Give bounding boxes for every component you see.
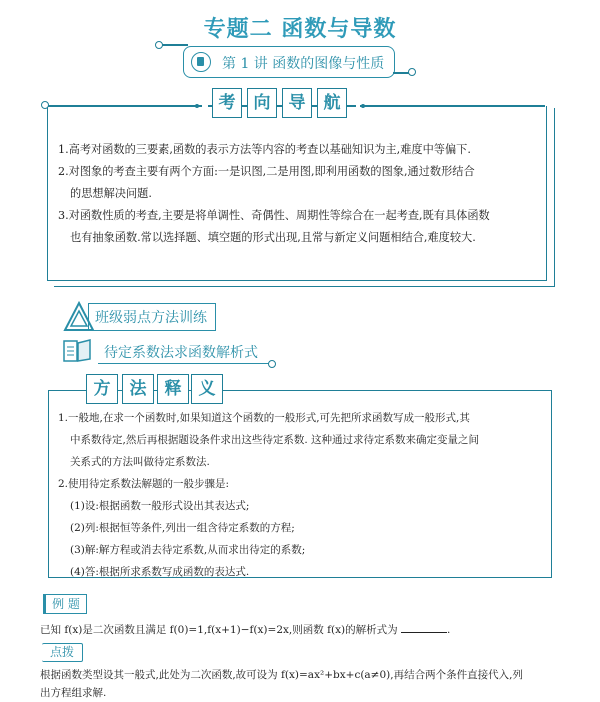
method-line: 2.使用待定系数法解题的一般步骤是: [58, 478, 230, 490]
method-step: (3)解:解方程或消去待定系数,从而求出待定的系数; [70, 544, 306, 556]
guide-item: 的思想解决问题. [70, 187, 152, 200]
book-icon [191, 52, 211, 72]
method-heading-char: 义 [191, 374, 223, 404]
lecture-title: 第 1 讲 函数的图像与性质 [222, 56, 385, 72]
open-book-icon [62, 338, 96, 364]
example-tag: 例 题 [43, 594, 87, 614]
guide-item: 也有抽象函数.常以选择题、填空题的形式出现,且常与新定义问题相结合,难度较大. [70, 231, 476, 244]
method-step: (2)列:根据恒等条件,列出一组含待定系数的方程; [70, 522, 295, 534]
page-title: 专题二 函数与导数 [203, 17, 397, 42]
ornament-dot [195, 104, 199, 108]
connector-dot [41, 101, 49, 109]
method-line: 中系数待定,然后再根据题设条件求出这些待定系数. 这种通过求待定系数来确定变量之间 [70, 434, 480, 446]
method-step: (4)答:根据所求系数写成函数的表达式. [70, 566, 250, 578]
connector-dot [268, 360, 276, 368]
guide-item: 1.高考对函数的三要素,函数的表示方法等内容的考查以基础知识为主,难度中等偏下. [58, 143, 471, 156]
method-heading-char: 方 [86, 374, 118, 404]
guide-heading-char: 航 [317, 88, 347, 118]
method-line: 1.一般地,在求一个函数时,如果知道这个函数的一般形式,可先把所求函数写成一般形式,其 [58, 412, 470, 424]
question-text: 已知 f(x)是二次函数且满足 f(0)=1,f(x+1)−f(x)=2x,则函数 f(x)的解析式为 [40, 624, 398, 636]
guide-top-line-right [360, 105, 545, 107]
connector-line [162, 44, 188, 46]
method-heading-char: 释 [157, 374, 189, 404]
guide-heading-char: 导 [282, 88, 312, 118]
hint-line: 出方程组求解. [40, 687, 107, 699]
ornament-dot [361, 104, 365, 108]
answer-blank [401, 622, 447, 633]
guide-item: 2.对图象的考查主要有两个方面:一是识图,二是用图,即利用函数的图象,通过数形结合 [58, 165, 475, 178]
method-content [58, 407, 548, 583]
training-label: 班级弱点方法训练 [95, 310, 207, 326]
topic-label: 待定系数法求函数解析式 [104, 345, 258, 361]
topic-underline [98, 363, 270, 364]
guide-heading-char: 考 [212, 88, 242, 118]
method-line: 关系式的方法叫做待定系数法. [70, 456, 210, 468]
guide-item: 3.对函数性质的考查,主要是将单调性、奇偶性、周期性等综合在一起考查,既有具体函数 [58, 209, 490, 222]
connector-line [393, 72, 409, 74]
guide-content [58, 139, 543, 249]
question-end: . [446, 624, 451, 636]
connector-dot [408, 68, 416, 76]
hint-content [40, 666, 585, 702]
guide-heading-char: 向 [247, 88, 277, 118]
method-step: (1)设:根据函数一般形式设出其表达式; [70, 500, 250, 512]
lecture-banner [183, 46, 395, 78]
hint-line: 根据函数类型设其一般式,此处为二次函数,故可设为 f(x)=ax²+bx+c(a≠0),再结合两个条件直接代入,列 [40, 669, 523, 681]
example-question [40, 622, 580, 637]
hint-tag: 点拨 [42, 643, 83, 662]
guide-top-line-left [47, 105, 202, 107]
method-heading-char: 法 [122, 374, 154, 404]
